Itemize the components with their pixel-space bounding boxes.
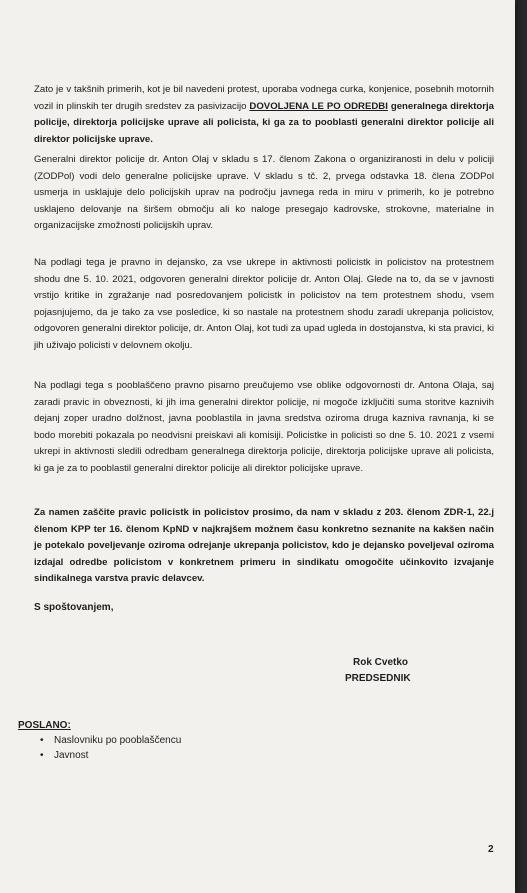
page-number: 2 <box>488 844 494 855</box>
footer-smallprint <box>125 847 455 850</box>
paragraph-3: Na podlagi tega je pravno in dejansko, za vse ukrepe in aktivnosti policistk in policistov na protestnem shodu dne 5. 10. 2021, odgovoren generalni direktor policije dr. Anton Olaj. Glede na to, da se v javnosti vrstijo kritike in zgražanje nad posredovanjem policistk in policistov na tem protestnem shodu, vsem pojasnjujemo, da je tako za vse posledice, ki so nastale na protestnem shodu zaradi ukrepanja policistov, odgovoren generalni direktor policije, dr. Anton Olaj, kot tudi za upad ugleda in dostojanstva, ki sta pravici, ki jih uživajo policisti v delovnem okolju. <box>34 257 494 351</box>
sent-to-block <box>18 718 181 763</box>
signature-role: PREDSEDNIK <box>345 673 411 684</box>
signature-block <box>345 655 411 687</box>
signature-name: Rok Cvetko <box>353 657 409 668</box>
paragraph-1 <box>34 82 494 148</box>
list-item: • Javnost <box>40 748 181 763</box>
sent-to-title: POSLANO: <box>18 720 71 731</box>
paragraph-1-text-a: Zato je v takšnih primerih, kot je bil navedeni protest, uporaba vodnega curka, konjenice, posebnih motornih vozil in plinskih ter drugih sredstev za pasivizacijo <box>34 84 494 112</box>
closing-salutation: S spoštovanjem, <box>34 602 114 613</box>
paragraph-4: Na podlagi tega s pooblaščeno pravno pisarno preučujemo vse oblike odgovornosti dr. Antona Olaja, saj zaradi pravic in obveznosti, ki jih ima generalni direktor policije, ni mogoče izključiti suma storitve kaznivih dejanj zoper uradno dolžnost, javna pooblastila in javna sredstva oziroma druga kazniva ravnanja, ki se bodo morebiti pokazala po neodvisni preiskavi ali komisiji. Policistke in policisti so dne 5. 10. 2021 z vsemi ukrepi in aktivnosti sledili odredbam generalnega direktorja policije, direktorja policijske uprave ali policista, ki ga je za to pooblastil generalni direktor policije ali direktor policijske uprave. <box>34 380 494 474</box>
paragraph-2: Generalni direktor policije dr. Anton Olaj v skladu s 17. členom Zakona o organiziranosti in delu v policiji (ZODPol) vodi delo generalne policijske uprave. V skladu s tč. 2, prvega odstavka 18. člena ZODPol usmerja in usklajuje delo policijskih uprav na področju javnega reda in miru v primerih, ko je potrebno usklajeno delovanje na širšem območju ali ko naloge presegajo kadrovske, strokovne, materialne in organizacijske zmožnosti policijskih uprav. <box>34 154 494 231</box>
paragraph-1-emphasis: DOVOLJENA LE PO ODREDBI <box>249 100 388 112</box>
paragraph-1-text-c: generalnega direktorja policije, direktorja policijske uprave ali policista, ki ga za to pooblasti generalni direktor policije ali direktor policijske uprave. <box>34 100 495 145</box>
sent-to-list <box>18 733 181 763</box>
list-item: • Naslovniku po pooblaščencu <box>40 733 181 748</box>
paragraph-5: Za namen zaščite pravic policistk in policistov prosimo, da nam v skladu z 203. členom ZDR-1, 22.j členom KPP ter 16. členom KpND v najkrajšem možnem času konkretno seznanite na kakšen način je potekalo poveljevanje oziroma odrejanje ukrepanja policistov, kdo je dejansko poveljeval oziroma izdajal odredbe policistom v konkretnem primeru in sindikatu omogočite učinkovito izvajanje sindikalnega varstva pravic delavcev. <box>34 507 494 584</box>
